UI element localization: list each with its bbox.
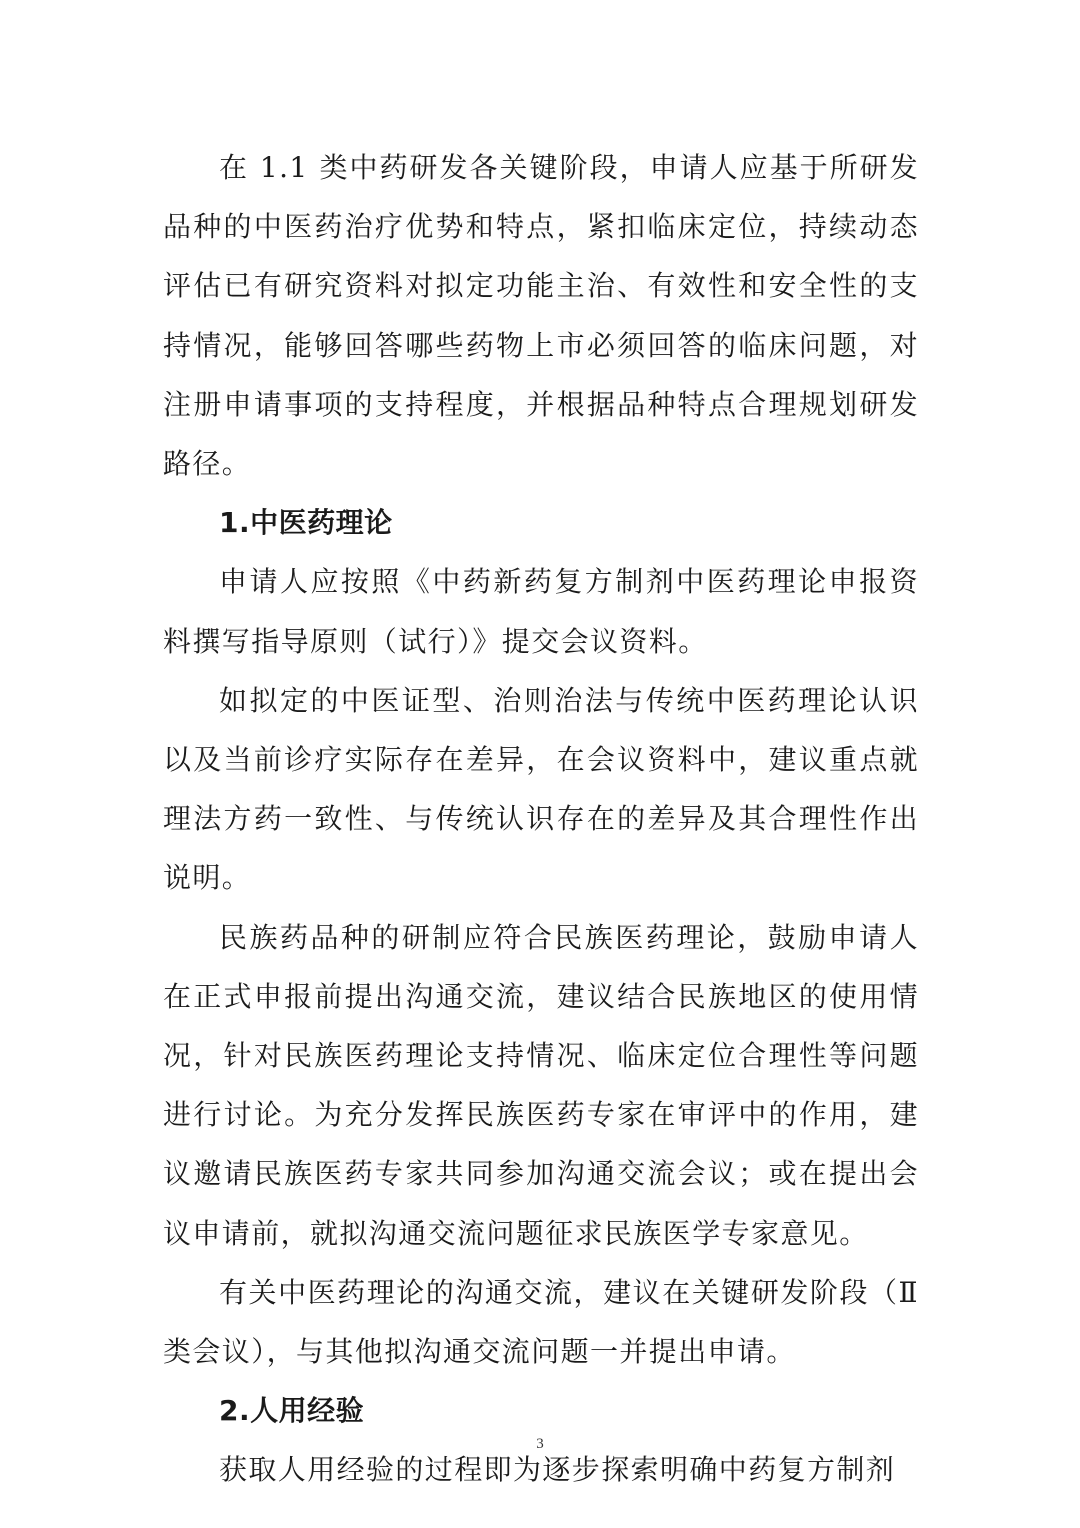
paragraph-syndrome-differences: 如拟定的中医证型、治则治法与传统中医药理论认识以及当前诊疗实际存在差异，在会议资料中，建议重点就理法方药一致性、与传统认识存在的差异及其合理性作出说明。 — [163, 683, 919, 895]
paragraph-submission-guideline: 申请人应按照《中药新药复方制剂中医药理论申报资料撰写指导原则（试行）》提交会议资料。 — [163, 565, 919, 658]
document-body — [163, 138, 919, 1500]
paragraph-ethnic-medicine: 民族药品种的研制应符合民族医药理论，鼓励申请人在正式申报前提出沟通交流，建议结合民族地区的使用情况，针对民族医药理论支持情况、临床定位合理性等问题进行讨论。为充分发挥民族医药专家在审评中的作用，建议邀请民族医药专家共同参加沟通交流会议；或在提出会议申请前，就拟沟通交流问题征求民族医学专家意见。 — [163, 920, 919, 1250]
page-number: 3 — [536, 1436, 544, 1452]
paragraph-human-experience: 获取人用经验的过程即为逐步探索明确中药复方制剂 — [219, 1453, 896, 1487]
section-heading-tcm-theory: 1.中医药理论 — [219, 506, 393, 540]
paragraph-communication-timing: 有关中医药理论的沟通交流，建议在关键研发阶段（Ⅱ类会议），与其他拟沟通交流问题一并提出申请。 — [163, 1275, 919, 1369]
section-heading-human-experience: 2.人用经验 — [219, 1394, 365, 1428]
paragraph-intro: 在 1.1 类中药研发各关键阶段，申请人应基于所研发品种的中医药治疗优势和特点，紧扣临床定位，持续动态评估已有研究资料对拟定功能主治、有效性和安全性的支持情况，能够回答哪些药物上市必须回答的临床问题，对注册申请事项的支持程度，并根据品种特点合理规划研发路径。 — [163, 151, 919, 481]
